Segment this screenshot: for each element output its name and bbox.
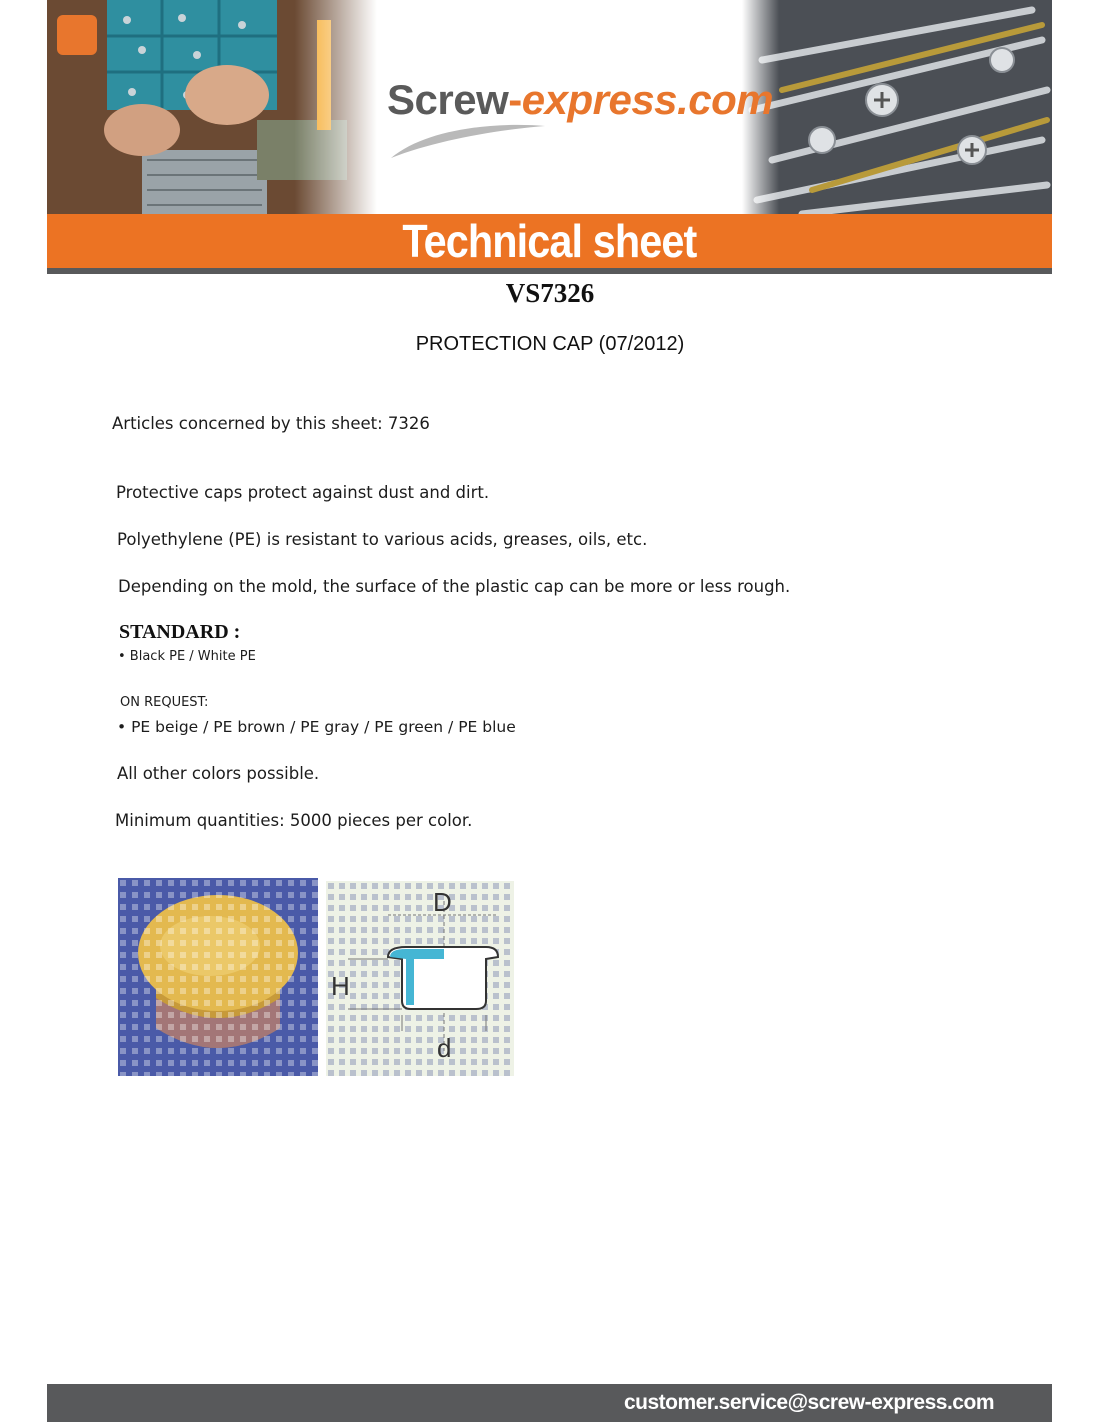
paragraph-3: Depending on the mold, the surface of the plastic cap can be more or less rough. [118, 577, 791, 596]
label-D: D [433, 887, 452, 917]
logo-brand: Screw [387, 76, 509, 123]
product-photo [118, 878, 318, 1076]
standard-heading: STANDARD : [119, 621, 241, 643]
divider [47, 268, 1052, 274]
logo-domain: express.com [521, 76, 774, 123]
paragraph-1: Protective caps protect against dust and dirt. [116, 483, 490, 502]
paragraph-2: Polyethylene (PE) is resistant to various acids, greases, oils, etc. [117, 530, 648, 549]
logo-dash: - [508, 76, 522, 123]
footer-bar [47, 1384, 1052, 1422]
on-request-heading: ON REQUEST: [120, 695, 209, 710]
company-logo [387, 76, 773, 124]
standard-item: • Black PE / White PE [118, 649, 256, 664]
screws-photo [742, 0, 1052, 214]
label-d: d [437, 1033, 452, 1063]
dimension-diagram [326, 881, 514, 1076]
sheet-subtitle: PROTECTION CAP (07/2012) [415, 333, 685, 355]
banner-title: Technical sheet [402, 215, 697, 267]
on-request-item: • PE beige / PE brown / PE gray / PE green / PE blue [117, 718, 516, 736]
workshop-photo [47, 0, 377, 214]
header-banner [47, 0, 1052, 214]
sheet-reference: VS7326 [505, 278, 595, 308]
label-H: H [331, 971, 350, 1001]
logo-swoosh [387, 118, 547, 162]
other-colors: All other colors possible. [117, 764, 320, 783]
articles-line: Articles concerned by this sheet: 7326 [112, 414, 430, 433]
title-bar [47, 214, 1052, 268]
support-email[interactable]: customer.service@screw-express.com [623, 1391, 994, 1414]
minimum-quantities: Minimum quantities: 5000 pieces per color. [115, 811, 473, 830]
